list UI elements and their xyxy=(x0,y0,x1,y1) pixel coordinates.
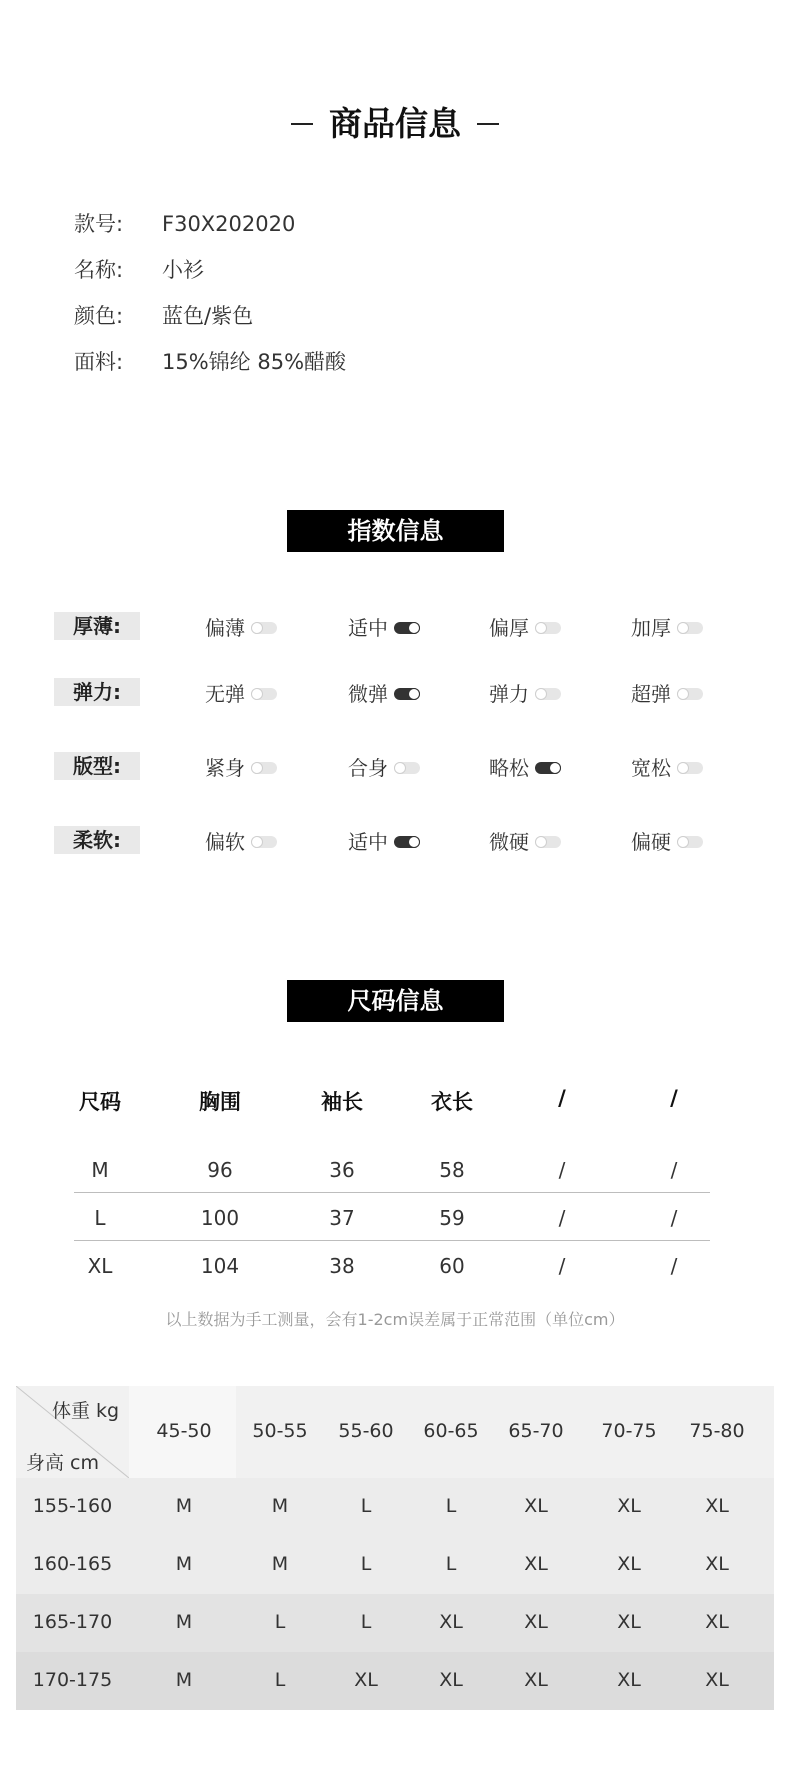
info-row-name xyxy=(74,254,204,284)
index-info-banner: 指数信息 xyxy=(287,510,504,552)
product-info-title xyxy=(0,98,790,145)
height-axis-label: 身高 cm xyxy=(26,1452,99,1474)
size-cell: / xyxy=(670,1206,678,1230)
recommended-size-cell: M xyxy=(271,1553,289,1575)
measurement-note: 以上数据为手工测量，会有1-2cm误差属于正常范围（单位cm） xyxy=(165,1310,625,1329)
size-header: 胸围 xyxy=(199,1090,241,1114)
toggle-off-icon xyxy=(677,622,703,634)
toggle-knob xyxy=(251,688,263,700)
index-option-label: 略松 xyxy=(489,755,529,780)
index-option xyxy=(205,678,277,706)
recommended-size-cell: XL xyxy=(439,1669,463,1691)
recommended-size-cell: XL xyxy=(354,1669,378,1691)
index-option xyxy=(205,612,277,640)
index-option xyxy=(205,826,277,854)
hw-row xyxy=(16,1652,774,1710)
toggle-knob xyxy=(535,688,547,700)
index-option-label: 适中 xyxy=(348,829,388,854)
index-option-label: 合身 xyxy=(348,755,388,780)
recommended-size-cell: L xyxy=(360,1611,372,1633)
size-cell: / xyxy=(558,1254,566,1278)
toggle-knob xyxy=(677,688,689,700)
weight-range-header: 55-60 xyxy=(338,1420,394,1442)
index-option xyxy=(631,752,703,780)
recommended-size-cell: XL xyxy=(705,1553,729,1575)
size-header: 衣长 xyxy=(431,1090,473,1114)
title-dash-right xyxy=(477,123,499,125)
index-option-label: 无弹 xyxy=(205,681,245,706)
toggle-off-icon xyxy=(677,836,703,848)
recommended-size-cell: XL xyxy=(705,1669,729,1691)
weight-axis-label: 体重 kg xyxy=(52,1400,120,1422)
size-header: 袖长 xyxy=(321,1090,363,1114)
toggle-knob xyxy=(535,836,547,848)
size-cell: L xyxy=(94,1206,106,1230)
info-key: 面料: xyxy=(74,350,124,374)
index-option xyxy=(348,678,420,706)
size-cell: 100 xyxy=(200,1206,240,1230)
toggle-off-icon xyxy=(251,836,277,848)
toggle-knob xyxy=(251,622,263,634)
recommended-size-cell: XL xyxy=(439,1611,463,1633)
toggle-knob xyxy=(408,836,420,848)
recommended-size-cell: XL xyxy=(617,1611,641,1633)
size-cell: 38 xyxy=(329,1254,355,1278)
recommended-size-cell: L xyxy=(360,1495,372,1517)
toggle-off-icon xyxy=(535,836,561,848)
recommended-size-cell: M xyxy=(175,1495,193,1517)
size-cell: / xyxy=(558,1158,566,1182)
size-cell: 36 xyxy=(329,1158,355,1182)
info-value: F30X202020 xyxy=(162,212,296,236)
weight-range-header: 75-80 xyxy=(689,1420,745,1442)
toggle-off-icon xyxy=(677,688,703,700)
toggle-off-icon xyxy=(535,622,561,634)
toggle-on-icon xyxy=(394,688,420,700)
size-cell: / xyxy=(558,1206,566,1230)
size-cell: 96 xyxy=(207,1158,233,1182)
index-option-label: 宽松 xyxy=(631,755,671,780)
row-divider xyxy=(74,1240,710,1241)
index-option-label: 适中 xyxy=(348,615,388,640)
toggle-knob xyxy=(408,688,420,700)
index-option xyxy=(631,678,703,706)
size-cell: / xyxy=(670,1254,678,1278)
hw-row xyxy=(16,1478,774,1536)
index-option xyxy=(348,752,420,780)
toggle-off-icon xyxy=(251,622,277,634)
height-range-cell: 165-170 xyxy=(32,1611,113,1633)
toggle-knob xyxy=(251,762,263,774)
toggle-off-icon xyxy=(677,762,703,774)
index-option-label: 微弹 xyxy=(348,681,388,706)
recommended-size-cell: XL xyxy=(617,1495,641,1517)
index-option-label: 偏厚 xyxy=(489,615,529,640)
index-option xyxy=(631,612,703,640)
corner-cell xyxy=(16,1386,129,1478)
index-option xyxy=(489,612,561,640)
recommended-size-cell: XL xyxy=(524,1669,548,1691)
size-cell: M xyxy=(91,1158,109,1182)
toggle-knob xyxy=(677,622,689,634)
index-option-label: 超弹 xyxy=(631,681,671,706)
toggle-knob xyxy=(535,622,547,634)
index-option xyxy=(348,826,420,854)
recommended-size-cell: XL xyxy=(524,1611,548,1633)
hw-row xyxy=(16,1594,774,1652)
index-label: 弹力: xyxy=(54,678,140,706)
index-option xyxy=(205,752,277,780)
index-option-label: 紧身 xyxy=(205,755,245,780)
size-cell: XL xyxy=(87,1254,113,1278)
recommended-size-cell: M xyxy=(175,1611,193,1633)
hw-header-row xyxy=(16,1386,774,1478)
row-divider xyxy=(74,1192,710,1193)
toggle-knob xyxy=(408,622,420,634)
info-value: 小衫 xyxy=(162,258,204,282)
size-cell: 104 xyxy=(200,1254,240,1278)
recommended-size-cell: L xyxy=(274,1669,286,1691)
toggle-knob xyxy=(251,836,263,848)
size-info-banner: 尺码信息 xyxy=(287,980,504,1022)
size-header: / xyxy=(670,1086,678,1110)
size-cell: / xyxy=(670,1158,678,1182)
toggle-off-icon xyxy=(535,688,561,700)
size-header: / xyxy=(558,1086,566,1110)
index-option-label: 加厚 xyxy=(631,615,671,640)
weight-range-header: 65-70 xyxy=(508,1420,564,1442)
height-range-cell: 160-165 xyxy=(32,1553,113,1575)
recommended-size-cell: XL xyxy=(705,1495,729,1517)
toggle-knob xyxy=(677,762,689,774)
height-weight-table xyxy=(16,1386,774,1710)
toggle-on-icon xyxy=(394,622,420,634)
product-info-title-text: 商品信息 xyxy=(329,104,461,143)
height-range-cell: 170-175 xyxy=(32,1669,113,1691)
toggle-off-icon xyxy=(251,688,277,700)
info-key: 颜色: xyxy=(74,304,124,328)
toggle-knob xyxy=(549,762,561,774)
index-option xyxy=(489,826,561,854)
recommended-size-cell: L xyxy=(274,1611,286,1633)
recommended-size-cell: L xyxy=(445,1553,457,1575)
weight-range-header: 60-65 xyxy=(423,1420,479,1442)
index-label: 版型: xyxy=(54,752,140,780)
weight-range-header: 70-75 xyxy=(601,1420,657,1442)
index-label: 柔软: xyxy=(54,826,140,854)
info-value: 蓝色/紫色 xyxy=(162,304,254,328)
index-option xyxy=(489,678,561,706)
index-option xyxy=(489,752,561,780)
toggle-off-icon xyxy=(394,762,420,774)
index-label: 厚薄: xyxy=(54,612,140,640)
index-option xyxy=(631,826,703,854)
recommended-size-cell: XL xyxy=(705,1611,729,1633)
info-key: 款号: xyxy=(74,212,124,236)
index-option-label: 偏薄 xyxy=(205,615,245,640)
info-value: 15%锦纶 85%醋酸 xyxy=(162,350,347,374)
index-option xyxy=(348,612,420,640)
weight-range-header: 50-55 xyxy=(252,1420,308,1442)
recommended-size-cell: L xyxy=(360,1553,372,1575)
weight-range-header: 45-50 xyxy=(156,1420,212,1442)
size-cell: 60 xyxy=(439,1254,465,1278)
index-option-label: 偏软 xyxy=(205,829,245,854)
toggle-knob xyxy=(677,836,689,848)
toggle-knob xyxy=(394,762,406,774)
toggle-on-icon xyxy=(535,762,561,774)
info-row-fabric xyxy=(74,346,346,376)
index-option-label: 弹力 xyxy=(489,681,529,706)
recommended-size-cell: XL xyxy=(524,1553,548,1575)
hw-row xyxy=(16,1536,774,1594)
info-key: 名称: xyxy=(74,258,124,282)
size-header: 尺码 xyxy=(79,1090,121,1114)
height-range-cell: 155-160 xyxy=(32,1495,113,1517)
toggle-on-icon xyxy=(394,836,420,848)
recommended-size-cell: M xyxy=(175,1669,193,1691)
recommended-size-cell: XL xyxy=(617,1553,641,1575)
recommended-size-cell: XL xyxy=(617,1669,641,1691)
toggle-off-icon xyxy=(251,762,277,774)
size-cell: 59 xyxy=(439,1206,465,1230)
info-row-color xyxy=(74,300,253,330)
recommended-size-cell: M xyxy=(271,1495,289,1517)
recommended-size-cell: L xyxy=(445,1495,457,1517)
recommended-size-cell: M xyxy=(175,1553,193,1575)
size-cell: 37 xyxy=(329,1206,355,1230)
info-row-style-no xyxy=(74,208,295,238)
title-dash-left xyxy=(291,123,313,125)
recommended-size-cell: XL xyxy=(524,1495,548,1517)
index-option-label: 偏硬 xyxy=(631,829,671,854)
index-option-label: 微硬 xyxy=(489,829,529,854)
size-cell: 58 xyxy=(439,1158,465,1182)
